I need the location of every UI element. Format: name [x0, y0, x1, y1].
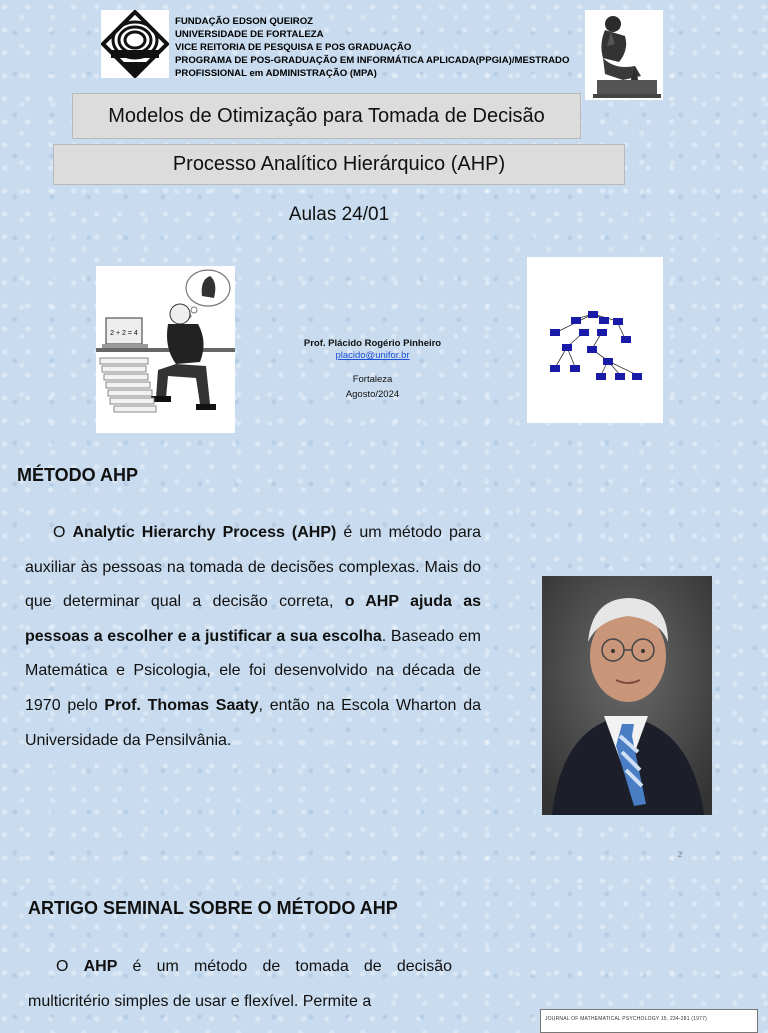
text-run-bold: o AHP ajuda as pessoas a escolher e a justificar a sua escolha: [25, 593, 481, 645]
portrait-icon: [542, 576, 712, 815]
text-run: , então na Escola Wharton da Universidade da Pensilvânia.: [25, 696, 481, 749]
university-logo: [101, 10, 169, 78]
page-number: 2: [678, 850, 682, 859]
institution-line: VICE REITORIA DE PESQUISA E POS GRADUAÇÃO: [175, 42, 412, 53]
paper-journal-header: JOURNAL OF MATHEMATICAL PSYCHOLOGY 15, 234-281 (1977): [545, 1016, 707, 1022]
text-run: O: [56, 958, 84, 975]
text-run-bold: Prof. Thomas Saaty: [104, 696, 259, 714]
institution-line: PROGRAMA DE POS-GRADUAÇÃO EM INFORMÁTICA APLICADA(PPGIA)/MESTRADO: [175, 55, 570, 66]
university-logo-icon: [101, 10, 169, 78]
section-heading-ahp-method: MÉTODO AHP: [17, 465, 139, 485]
text-run: é um método para auxiliar às pessoas na tomada de decisões complexas. Mais do que determinar qual a decisão correta,: [25, 524, 482, 611]
thinking-student-icon: [96, 266, 235, 433]
text-run-bold: AHP: [83, 958, 118, 975]
institution-line: UNIVERSIDADE DE FORTALEZA: [175, 29, 324, 40]
section-heading-seminal-article: ARTIGO SEMINAL SOBRE O MÉTODO AHP: [28, 898, 398, 918]
hierarchy-tree-icon: [527, 257, 663, 423]
subtitle: Processo Analítico Hierárquico (AHP): [53, 144, 625, 185]
hierarchy-diagram: [527, 257, 663, 423]
professor-name: Prof. Plácido Rogério Pinheiro: [303, 338, 442, 349]
location: Fortaleza: [352, 374, 393, 385]
thomas-saaty-photo: [542, 576, 712, 815]
main-title: Modelos de Otimização para Tomada de Decisão: [72, 93, 581, 139]
institution-line: PROFISSIONAL em ADMINISTRAÇÃO (MPA): [175, 68, 377, 79]
ahp-article-paragraph: [28, 950, 452, 1019]
thinker-statue-icon: [585, 10, 663, 100]
professor-email-link[interactable]: placido@unifor.br: [335, 350, 410, 361]
text-run: é um método de tomada de decisão multicritério simples de usar e flexível. Permite a: [28, 958, 453, 1010]
text-run: O: [53, 524, 73, 541]
thinking-student-cartoon: [96, 266, 235, 433]
ahp-description-paragraph: [25, 516, 481, 758]
institution-header: [175, 15, 569, 80]
lesson-date: Aulas 24/01: [288, 204, 390, 225]
text-run: . Baseado em Matemática e Psicologia, ele foi desenvolvido na década de 1970 pelo: [25, 627, 481, 714]
institution-line: FUNDAÇÃO EDSON QUEIROZ: [175, 16, 314, 27]
presentation-date: Agosto/2024: [345, 389, 400, 400]
thinker-image: [585, 10, 663, 100]
text-run-bold: Analytic Hierarchy Process (AHP): [72, 524, 337, 541]
screen-text: 2 + 2 = 4: [110, 330, 138, 337]
